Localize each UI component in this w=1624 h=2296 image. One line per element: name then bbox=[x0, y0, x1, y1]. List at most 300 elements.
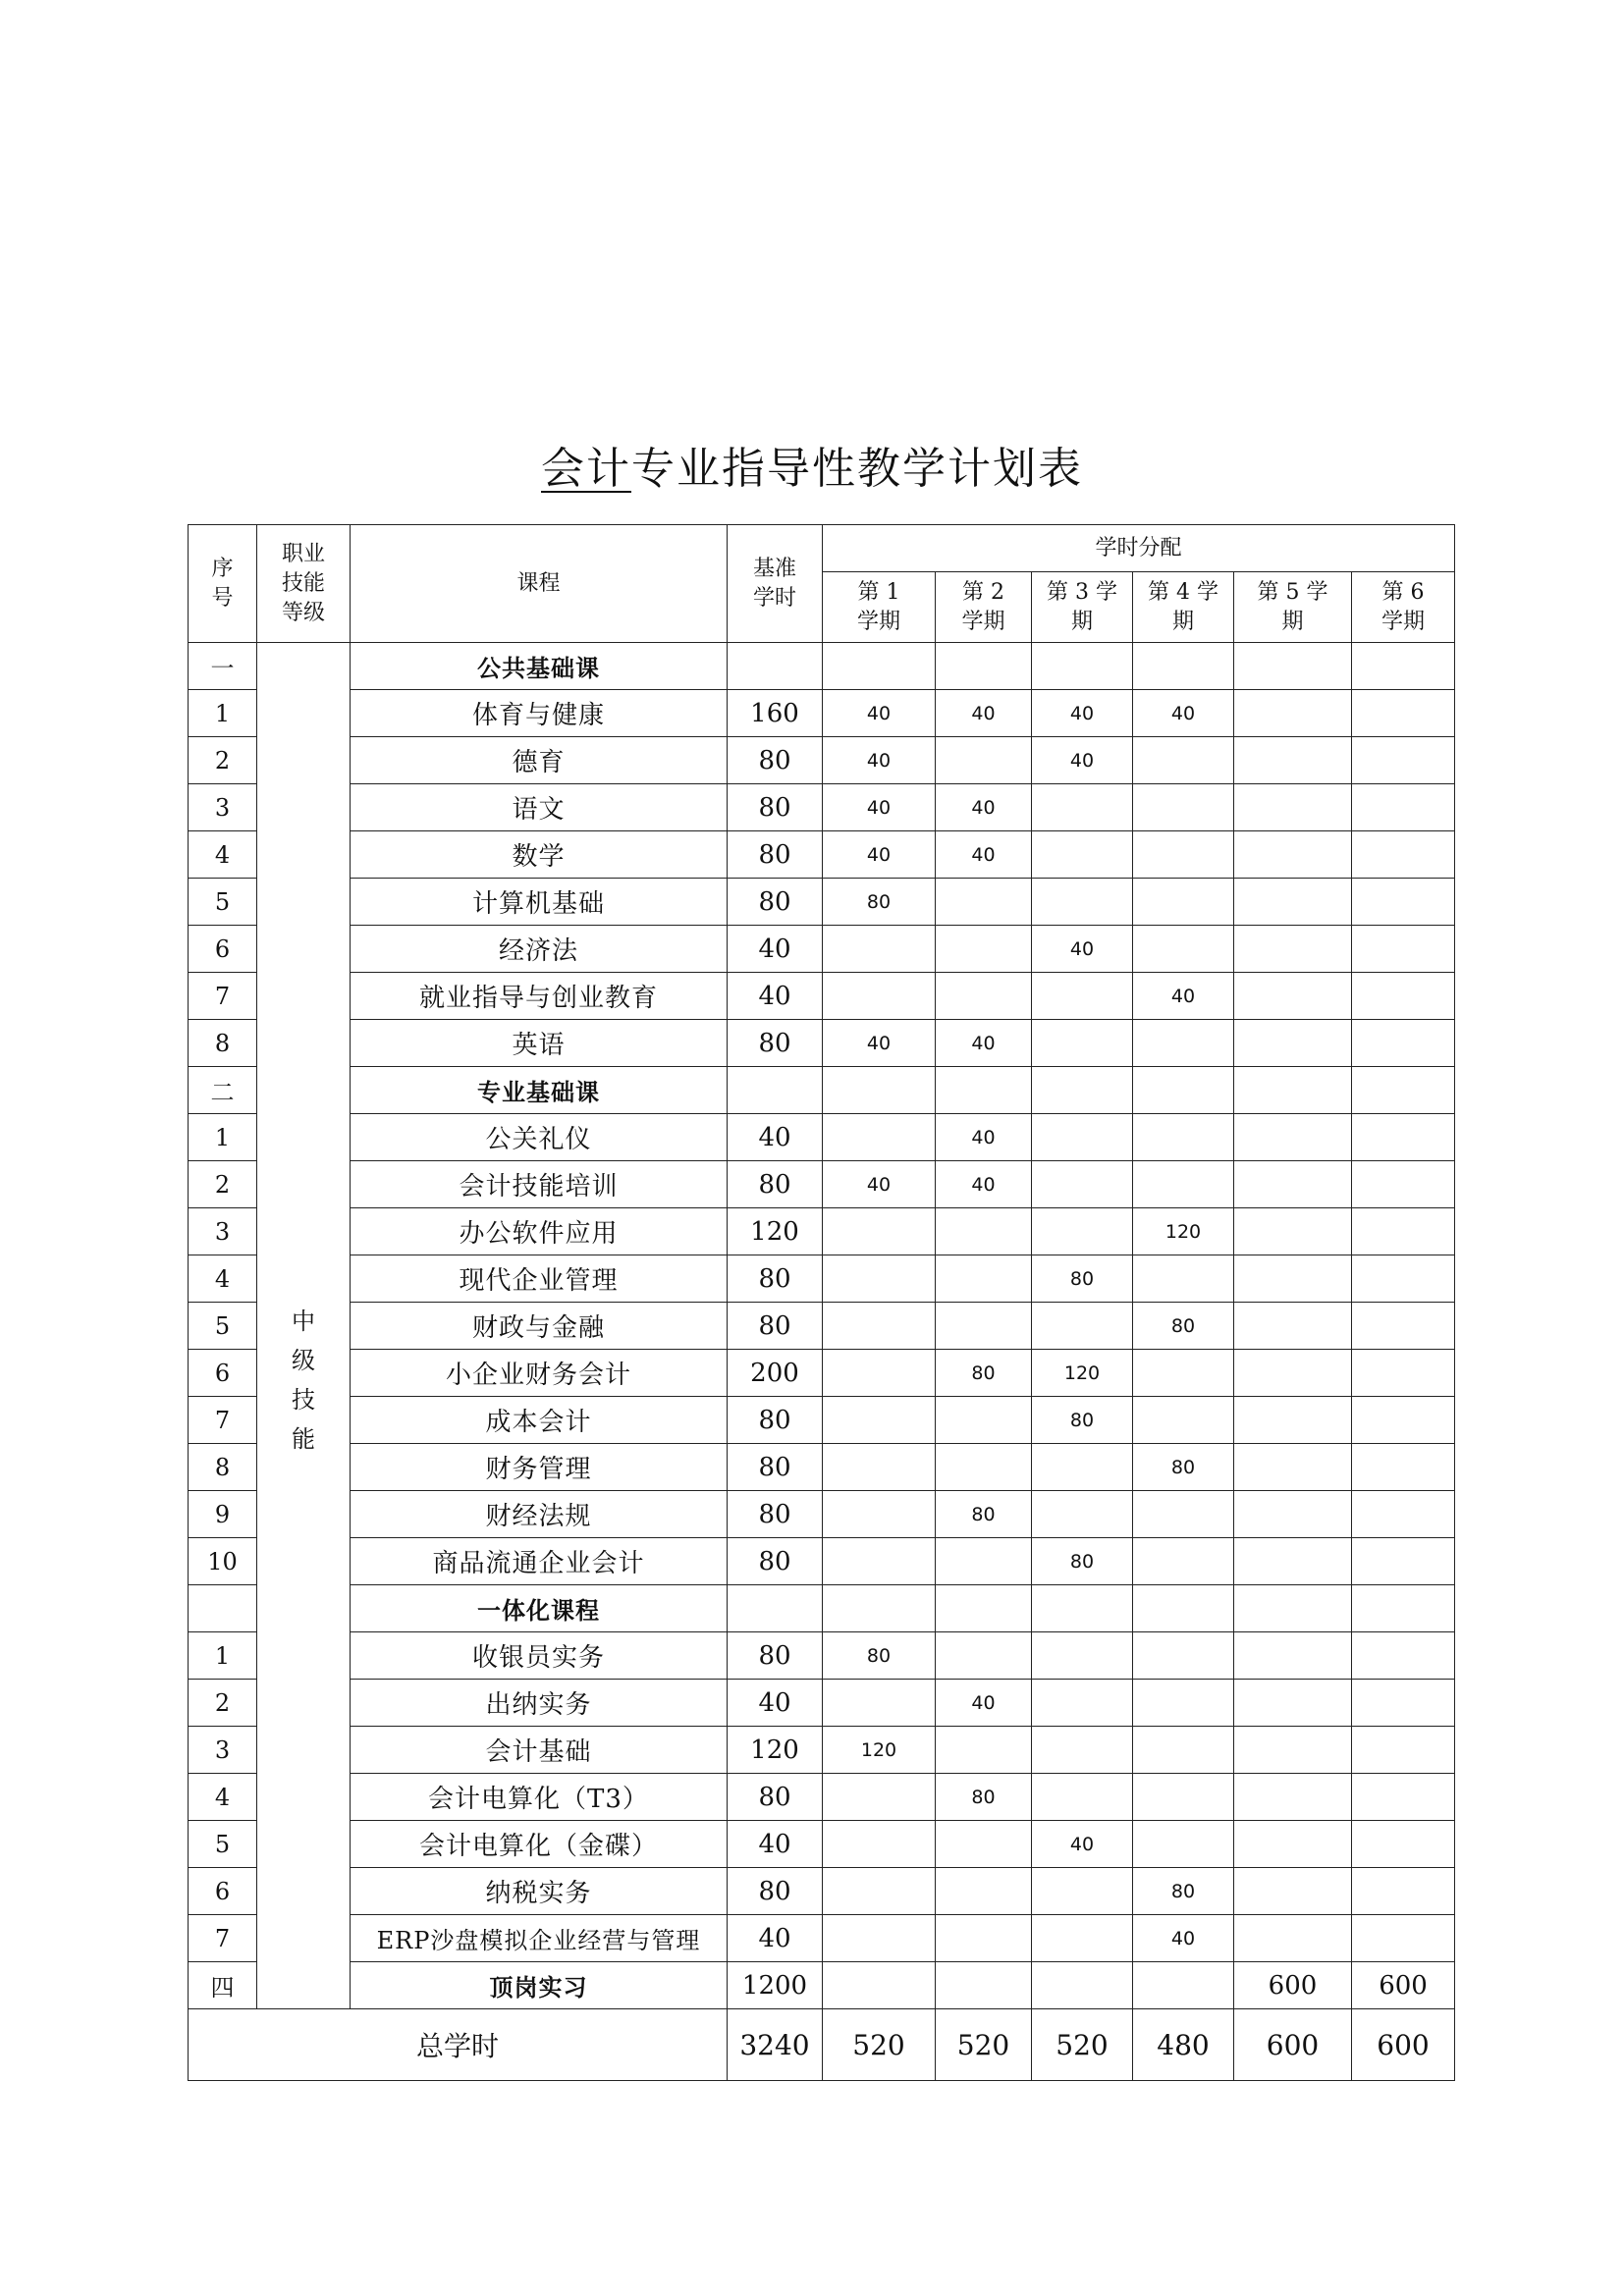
course-name: 经济法 bbox=[351, 926, 728, 973]
base-hours: 80 bbox=[728, 1444, 823, 1491]
row-seq: 5 bbox=[189, 879, 257, 926]
section-row bbox=[189, 1585, 1455, 1632]
course-name: 德育 bbox=[351, 737, 728, 784]
term-5-hours bbox=[1234, 643, 1352, 690]
term-1-hours: 80 bbox=[823, 879, 936, 926]
term-6-hours bbox=[1352, 1067, 1455, 1114]
term-2-hours: 40 bbox=[936, 1114, 1032, 1161]
term-2-hours: 40 bbox=[936, 1161, 1032, 1208]
table-row bbox=[189, 1491, 1455, 1538]
skill-level-cell bbox=[257, 643, 351, 2009]
term-3-hours: 40 bbox=[1032, 690, 1133, 737]
course-name: 财务管理 bbox=[351, 1444, 728, 1491]
term-1-hours bbox=[823, 1868, 936, 1915]
base-hours: 120 bbox=[728, 1727, 823, 1774]
header-base-hours: 基准 学时 bbox=[728, 525, 823, 643]
table-row bbox=[189, 831, 1455, 879]
row-seq: 4 bbox=[189, 1774, 257, 1821]
section-title: 专业基础课 bbox=[351, 1067, 728, 1114]
skill-level-char: 技 bbox=[292, 1385, 315, 1414]
term-4-hours bbox=[1133, 1350, 1234, 1397]
term-1-hours bbox=[823, 1397, 936, 1444]
term-4-hours bbox=[1133, 831, 1234, 879]
term-6-hours bbox=[1352, 784, 1455, 831]
term-5-hours bbox=[1234, 1020, 1352, 1067]
term-4-hours: 80 bbox=[1133, 1868, 1234, 1915]
row-seq: 8 bbox=[189, 1020, 257, 1067]
term-2-hours bbox=[936, 1538, 1032, 1585]
term-6-hours bbox=[1352, 879, 1455, 926]
term-3-hours bbox=[1032, 831, 1133, 879]
term-3-hours bbox=[1032, 1962, 1133, 2009]
term-1-hours bbox=[823, 643, 936, 690]
table-row bbox=[189, 1727, 1455, 1774]
term-4-hours: 80 bbox=[1133, 1444, 1234, 1491]
term-2-hours bbox=[936, 973, 1032, 1020]
table-row bbox=[189, 1208, 1455, 1255]
row-seq: 6 bbox=[189, 1350, 257, 1397]
course-name: 成本会计 bbox=[351, 1397, 728, 1444]
term-3-hours bbox=[1032, 1303, 1133, 1350]
teaching-plan-table bbox=[188, 524, 1455, 2081]
base-hours bbox=[728, 643, 823, 690]
term-2-hours bbox=[936, 879, 1032, 926]
term-6-hours bbox=[1352, 926, 1455, 973]
term-6-hours bbox=[1352, 1821, 1455, 1868]
base-hours: 80 bbox=[728, 1774, 823, 1821]
section-title: 一体化课程 bbox=[351, 1585, 728, 1632]
term-1-hours bbox=[823, 1585, 936, 1632]
base-hours: 40 bbox=[728, 926, 823, 973]
base-hours: 80 bbox=[728, 1020, 823, 1067]
term-3-hours bbox=[1032, 1208, 1133, 1255]
term-5-hours bbox=[1234, 1255, 1352, 1303]
total-row bbox=[189, 2009, 1455, 2081]
title-underlined: 会计 bbox=[541, 444, 631, 494]
term-6-hours bbox=[1352, 1350, 1455, 1397]
term-3-hours: 80 bbox=[1032, 1538, 1133, 1585]
row-seq: 3 bbox=[189, 1208, 257, 1255]
total-term-2: 520 bbox=[936, 2009, 1032, 2081]
term-3-hours bbox=[1032, 1774, 1133, 1821]
row-seq: 3 bbox=[189, 784, 257, 831]
course-name: ERP沙盘模拟企业经营与管理 bbox=[351, 1915, 728, 1962]
term-3-hours: 80 bbox=[1032, 1397, 1133, 1444]
header-term-1: 第 1 学期 bbox=[823, 572, 936, 643]
term-2-hours bbox=[936, 1303, 1032, 1350]
row-seq: 8 bbox=[189, 1444, 257, 1491]
term-1-hours: 40 bbox=[823, 690, 936, 737]
term-3-hours bbox=[1032, 1067, 1133, 1114]
table-row bbox=[189, 1821, 1455, 1868]
course-name: 会计技能培训 bbox=[351, 1161, 728, 1208]
term-3-hours: 40 bbox=[1032, 1821, 1133, 1868]
term-2-hours bbox=[936, 1255, 1032, 1303]
base-hours: 80 bbox=[728, 831, 823, 879]
term-1-hours: 80 bbox=[823, 1632, 936, 1680]
base-hours: 1200 bbox=[728, 1962, 823, 2009]
term-3-hours bbox=[1032, 1868, 1133, 1915]
row-seq: 7 bbox=[189, 1915, 257, 1962]
term-3-hours bbox=[1032, 1161, 1133, 1208]
base-hours: 80 bbox=[728, 1161, 823, 1208]
term-3-hours: 40 bbox=[1032, 737, 1133, 784]
term-4-hours bbox=[1133, 1020, 1234, 1067]
table-row bbox=[189, 1397, 1455, 1444]
base-hours: 40 bbox=[728, 1915, 823, 1962]
total-term-4: 480 bbox=[1133, 2009, 1234, 2081]
course-name: 小企业财务会计 bbox=[351, 1350, 728, 1397]
term-2-hours bbox=[936, 1585, 1032, 1632]
term-2-hours: 80 bbox=[936, 1350, 1032, 1397]
row-seq: 3 bbox=[189, 1727, 257, 1774]
term-2-hours bbox=[936, 1915, 1032, 1962]
table-row bbox=[189, 1632, 1455, 1680]
page-title bbox=[0, 440, 1624, 499]
term-1-hours bbox=[823, 1774, 936, 1821]
term-6-hours bbox=[1352, 1491, 1455, 1538]
table-row bbox=[189, 879, 1455, 926]
course-name: 数学 bbox=[351, 831, 728, 879]
row-seq: 6 bbox=[189, 1868, 257, 1915]
term-3-hours bbox=[1032, 1020, 1133, 1067]
header-seq: 序 号 bbox=[189, 525, 257, 643]
base-hours: 40 bbox=[728, 1821, 823, 1868]
term-1-hours bbox=[823, 973, 936, 1020]
table-header bbox=[189, 525, 1455, 643]
term-6-hours bbox=[1352, 1303, 1455, 1350]
row-seq: 1 bbox=[189, 1632, 257, 1680]
term-5-hours bbox=[1234, 1915, 1352, 1962]
term-5-hours bbox=[1234, 973, 1352, 1020]
total-label: 总学时 bbox=[189, 2009, 728, 2081]
course-name: 出纳实务 bbox=[351, 1680, 728, 1727]
row-seq: 二 bbox=[189, 1067, 257, 1114]
term-5-hours bbox=[1234, 1397, 1352, 1444]
row-seq: 7 bbox=[189, 973, 257, 1020]
course-name: 财政与金融 bbox=[351, 1303, 728, 1350]
term-4-hours bbox=[1133, 1680, 1234, 1727]
term-4-hours bbox=[1133, 1821, 1234, 1868]
term-5-hours bbox=[1234, 1303, 1352, 1350]
table-row bbox=[189, 1538, 1455, 1585]
term-5-hours bbox=[1234, 784, 1352, 831]
header-term-6: 第 6 学期 bbox=[1352, 572, 1455, 643]
base-hours: 80 bbox=[728, 784, 823, 831]
term-4-hours bbox=[1133, 1727, 1234, 1774]
course-name: 会计电算化（金碟） bbox=[351, 1821, 728, 1868]
term-2-hours: 40 bbox=[936, 1680, 1032, 1727]
base-hours: 80 bbox=[728, 1397, 823, 1444]
term-1-hours: 120 bbox=[823, 1727, 936, 1774]
term-4-hours bbox=[1133, 737, 1234, 784]
term-4-hours: 120 bbox=[1133, 1208, 1234, 1255]
table-row bbox=[189, 690, 1455, 737]
term-4-hours bbox=[1133, 1255, 1234, 1303]
term-3-hours: 40 bbox=[1032, 926, 1133, 973]
base-hours: 40 bbox=[728, 1114, 823, 1161]
term-6-hours bbox=[1352, 1255, 1455, 1303]
table-body bbox=[189, 643, 1455, 2009]
course-name: 现代企业管理 bbox=[351, 1255, 728, 1303]
term-2-hours bbox=[936, 1727, 1032, 1774]
term-4-hours bbox=[1133, 1962, 1234, 2009]
total-term-5: 600 bbox=[1234, 2009, 1352, 2081]
term-3-hours bbox=[1032, 879, 1133, 926]
term-1-hours bbox=[823, 926, 936, 973]
term-6-hours bbox=[1352, 1868, 1455, 1915]
section-row bbox=[189, 1962, 1455, 2009]
course-name: 办公软件应用 bbox=[351, 1208, 728, 1255]
term-4-hours: 40 bbox=[1133, 973, 1234, 1020]
base-hours: 80 bbox=[728, 879, 823, 926]
term-1-hours: 40 bbox=[823, 831, 936, 879]
term-5-hours bbox=[1234, 737, 1352, 784]
term-6-hours bbox=[1352, 690, 1455, 737]
term-5-hours bbox=[1234, 1680, 1352, 1727]
term-1-hours bbox=[823, 1067, 936, 1114]
term-5-hours bbox=[1234, 831, 1352, 879]
section-title: 顶岗实习 bbox=[351, 1962, 728, 2009]
table-row bbox=[189, 1868, 1455, 1915]
term-2-hours: 80 bbox=[936, 1774, 1032, 1821]
term-3-hours: 80 bbox=[1032, 1255, 1133, 1303]
term-4-hours bbox=[1133, 643, 1234, 690]
term-2-hours bbox=[936, 1868, 1032, 1915]
term-6-hours bbox=[1352, 1585, 1455, 1632]
table-row bbox=[189, 1774, 1455, 1821]
term-5-hours bbox=[1234, 1444, 1352, 1491]
term-6-hours bbox=[1352, 643, 1455, 690]
term-2-hours: 80 bbox=[936, 1491, 1032, 1538]
base-hours: 160 bbox=[728, 690, 823, 737]
term-1-hours bbox=[823, 1350, 936, 1397]
course-name: 语文 bbox=[351, 784, 728, 831]
term-4-hours: 40 bbox=[1133, 690, 1234, 737]
term-4-hours: 80 bbox=[1133, 1303, 1234, 1350]
course-name: 公关礼仪 bbox=[351, 1114, 728, 1161]
base-hours bbox=[728, 1585, 823, 1632]
term-5-hours bbox=[1234, 1491, 1352, 1538]
header-term-5: 第 5 学 期 bbox=[1234, 572, 1352, 643]
term-3-hours bbox=[1032, 1680, 1133, 1727]
table-row bbox=[189, 1680, 1455, 1727]
term-3-hours bbox=[1032, 643, 1133, 690]
section-title: 公共基础课 bbox=[351, 643, 728, 690]
term-6-hours bbox=[1352, 1915, 1455, 1962]
term-5-hours bbox=[1234, 1821, 1352, 1868]
term-3-hours bbox=[1032, 1727, 1133, 1774]
term-1-hours bbox=[823, 1821, 936, 1868]
term-5-hours bbox=[1234, 1585, 1352, 1632]
row-seq: 4 bbox=[189, 1255, 257, 1303]
term-6-hours bbox=[1352, 1774, 1455, 1821]
section-row bbox=[189, 1067, 1455, 1114]
table-row bbox=[189, 1444, 1455, 1491]
course-name: 就业指导与创业教育 bbox=[351, 973, 728, 1020]
term-1-hours bbox=[823, 1538, 936, 1585]
table-row bbox=[189, 1020, 1455, 1067]
term-5-hours bbox=[1234, 1161, 1352, 1208]
row-seq: 6 bbox=[189, 926, 257, 973]
term-2-hours bbox=[936, 1067, 1032, 1114]
row-seq: 1 bbox=[189, 1114, 257, 1161]
term-3-hours bbox=[1032, 973, 1133, 1020]
term-2-hours bbox=[936, 1821, 1032, 1868]
term-4-hours: 40 bbox=[1133, 1915, 1234, 1962]
term-6-hours bbox=[1352, 1020, 1455, 1067]
table-row bbox=[189, 1915, 1455, 1962]
table-row bbox=[189, 784, 1455, 831]
course-name: 纳税实务 bbox=[351, 1868, 728, 1915]
total-base-hours: 3240 bbox=[728, 2009, 823, 2081]
base-hours: 80 bbox=[728, 1538, 823, 1585]
term-4-hours bbox=[1133, 1161, 1234, 1208]
term-2-hours bbox=[936, 1397, 1032, 1444]
base-hours: 80 bbox=[728, 1303, 823, 1350]
title-rest: 专业指导性教学计划表 bbox=[631, 444, 1083, 494]
term-5-hours bbox=[1234, 1868, 1352, 1915]
term-5-hours bbox=[1234, 1538, 1352, 1585]
term-4-hours bbox=[1133, 926, 1234, 973]
header-term-3: 第 3 学 期 bbox=[1032, 572, 1133, 643]
term-4-hours bbox=[1133, 1397, 1234, 1444]
term-6-hours bbox=[1352, 1727, 1455, 1774]
row-seq: 2 bbox=[189, 737, 257, 784]
term-2-hours bbox=[936, 643, 1032, 690]
term-2-hours bbox=[936, 1208, 1032, 1255]
term-1-hours bbox=[823, 1255, 936, 1303]
base-hours: 80 bbox=[728, 1255, 823, 1303]
term-6-hours bbox=[1352, 1114, 1455, 1161]
term-4-hours bbox=[1133, 1538, 1234, 1585]
term-6-hours bbox=[1352, 973, 1455, 1020]
table-row bbox=[189, 926, 1455, 973]
row-seq: 1 bbox=[189, 690, 257, 737]
term-2-hours bbox=[936, 1962, 1032, 2009]
course-name: 体育与健康 bbox=[351, 690, 728, 737]
term-1-hours bbox=[823, 1444, 936, 1491]
term-1-hours bbox=[823, 1962, 936, 2009]
term-4-hours bbox=[1133, 1585, 1234, 1632]
course-name: 英语 bbox=[351, 1020, 728, 1067]
row-seq: 10 bbox=[189, 1538, 257, 1585]
term-2-hours bbox=[936, 1444, 1032, 1491]
term-5-hours bbox=[1234, 1208, 1352, 1255]
table-row bbox=[189, 973, 1455, 1020]
course-name: 商品流通企业会计 bbox=[351, 1538, 728, 1585]
term-1-hours bbox=[823, 1680, 936, 1727]
term-3-hours bbox=[1032, 1114, 1133, 1161]
skill-level-char: 能 bbox=[292, 1424, 315, 1453]
term-1-hours bbox=[823, 1208, 936, 1255]
base-hours bbox=[728, 1067, 823, 1114]
skill-level-label bbox=[257, 1302, 350, 1459]
term-4-hours bbox=[1133, 1491, 1234, 1538]
row-seq: 5 bbox=[189, 1821, 257, 1868]
course-name: 收银员实务 bbox=[351, 1632, 728, 1680]
term-5-hours bbox=[1234, 1067, 1352, 1114]
header-term-4: 第 4 学 期 bbox=[1133, 572, 1234, 643]
term-5-hours bbox=[1234, 879, 1352, 926]
base-hours: 200 bbox=[728, 1350, 823, 1397]
term-5-hours bbox=[1234, 1774, 1352, 1821]
row-seq bbox=[189, 1585, 257, 1632]
course-name: 计算机基础 bbox=[351, 879, 728, 926]
term-5-hours: 600 bbox=[1234, 1962, 1352, 2009]
section-row bbox=[189, 643, 1455, 690]
term-2-hours: 40 bbox=[936, 1020, 1032, 1067]
term-6-hours bbox=[1352, 1208, 1455, 1255]
term-1-hours: 40 bbox=[823, 1020, 936, 1067]
term-3-hours: 120 bbox=[1032, 1350, 1133, 1397]
term-1-hours: 40 bbox=[823, 737, 936, 784]
term-6-hours bbox=[1352, 1161, 1455, 1208]
base-hours: 80 bbox=[728, 1868, 823, 1915]
total-term-3: 520 bbox=[1032, 2009, 1133, 2081]
term-6-hours bbox=[1352, 1538, 1455, 1585]
table-row bbox=[189, 1350, 1455, 1397]
base-hours: 80 bbox=[728, 1632, 823, 1680]
term-5-hours bbox=[1234, 1727, 1352, 1774]
table-row bbox=[189, 1161, 1455, 1208]
header-term-2: 第 2 学期 bbox=[936, 572, 1032, 643]
row-seq: 2 bbox=[189, 1680, 257, 1727]
term-1-hours bbox=[823, 1915, 936, 1962]
term-4-hours bbox=[1133, 1632, 1234, 1680]
course-name: 会计基础 bbox=[351, 1727, 728, 1774]
term-3-hours bbox=[1032, 1632, 1133, 1680]
term-1-hours bbox=[823, 1303, 936, 1350]
term-3-hours bbox=[1032, 1444, 1133, 1491]
term-2-hours bbox=[936, 926, 1032, 973]
term-2-hours: 40 bbox=[936, 784, 1032, 831]
row-seq: 四 bbox=[189, 1962, 257, 2009]
table-row bbox=[189, 737, 1455, 784]
term-4-hours bbox=[1133, 1067, 1234, 1114]
row-seq: 2 bbox=[189, 1161, 257, 1208]
term-4-hours bbox=[1133, 879, 1234, 926]
total-term-6: 600 bbox=[1352, 2009, 1455, 2081]
term-5-hours bbox=[1234, 1632, 1352, 1680]
term-6-hours bbox=[1352, 1397, 1455, 1444]
table-row bbox=[189, 1255, 1455, 1303]
term-2-hours bbox=[936, 737, 1032, 784]
table-row bbox=[189, 1303, 1455, 1350]
term-2-hours: 40 bbox=[936, 831, 1032, 879]
term-1-hours bbox=[823, 1491, 936, 1538]
row-seq: 5 bbox=[189, 1303, 257, 1350]
course-name: 会计电算化（T3） bbox=[351, 1774, 728, 1821]
term-6-hours bbox=[1352, 737, 1455, 784]
course-name: 财经法规 bbox=[351, 1491, 728, 1538]
term-4-hours bbox=[1133, 1774, 1234, 1821]
header-level: 职业 技能 等级 bbox=[257, 525, 351, 643]
term-3-hours bbox=[1032, 784, 1133, 831]
term-6-hours bbox=[1352, 1680, 1455, 1727]
skill-level-char: 级 bbox=[292, 1346, 315, 1374]
term-6-hours bbox=[1352, 1444, 1455, 1491]
term-2-hours bbox=[936, 1632, 1032, 1680]
base-hours: 80 bbox=[728, 1491, 823, 1538]
base-hours: 80 bbox=[728, 737, 823, 784]
term-4-hours bbox=[1133, 1114, 1234, 1161]
term-6-hours bbox=[1352, 831, 1455, 879]
row-seq: 一 bbox=[189, 643, 257, 690]
table-row bbox=[189, 1114, 1455, 1161]
term-6-hours bbox=[1352, 1632, 1455, 1680]
base-hours: 40 bbox=[728, 973, 823, 1020]
